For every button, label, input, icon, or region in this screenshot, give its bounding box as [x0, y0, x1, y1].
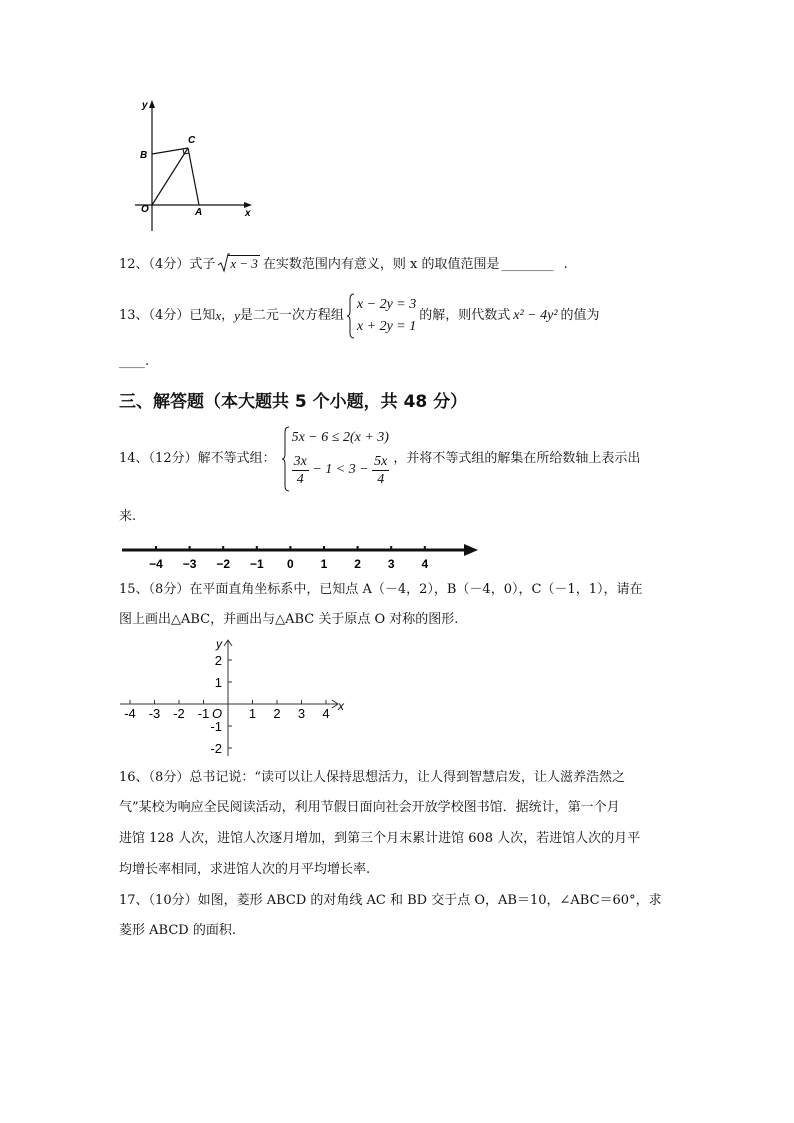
- q14-frac2-num: 5x: [374, 453, 388, 469]
- question-15-line1: 15、（8分）在平面直角坐标系中，已知点 A（－4，2），B（－4，0），C（－1，1），请在: [119, 582, 643, 597]
- top-label-o: O: [141, 204, 149, 215]
- top-label-y: y: [142, 100, 148, 111]
- q13-eq2: x + 2y = 1: [356, 319, 417, 334]
- q14-frac1: [292, 453, 309, 488]
- grid-x-tick-label: 1: [248, 706, 257, 721]
- q14-suffix: ，并将不等式组的解集在所给数轴上表示出: [393, 451, 641, 466]
- q13-after: 的解，则代数式: [419, 308, 511, 323]
- grid-y-label: y: [216, 637, 222, 651]
- q13-mid: 是二元一次方程组: [239, 308, 344, 323]
- q13-system: [347, 293, 416, 339]
- numberline-tick-label: 1: [320, 557, 328, 571]
- q13-brace: [347, 293, 355, 339]
- q14-prefix: 14、（12分）解不等式组：: [119, 451, 276, 466]
- numberline-tick-label: 4: [421, 557, 429, 571]
- section-3-title: 三、解答题（本大题共 5 个小题，共 48 分）: [119, 392, 468, 412]
- q14-mid: − 1 < 3 −: [308, 462, 373, 477]
- question-17-line1: 17、（10分）如图，菱形 ABCD 的对角线 AC 和 BD 交于点 O，AB＝10，∠ABC＝60°，求: [119, 893, 662, 908]
- grid-x-tick-label: -4: [124, 706, 136, 721]
- q14-ineq1: 5x − 6 ≤ 2(x + 3): [291, 430, 389, 445]
- q14-line2: 来.: [119, 509, 137, 524]
- question-16-line4: 均增长率相同，求进馆人次的月平均增长率.: [119, 862, 371, 877]
- q13-prefix: 13、（4分）已知: [119, 308, 216, 323]
- grid-y-tick-label: -2: [210, 741, 222, 756]
- q12-radicand: x − 3: [230, 256, 258, 271]
- grid-y-tick-label: 1: [214, 675, 222, 690]
- numberline-tick-label: 2: [354, 557, 361, 571]
- top-label-a: A: [195, 207, 203, 218]
- q13-y: y: [234, 308, 240, 323]
- grid-y-tick-label: -1: [210, 719, 222, 734]
- top-label-b: B: [140, 150, 148, 161]
- q14-frac2-den: 4: [377, 471, 385, 487]
- q12-end: .: [563, 257, 568, 272]
- question-17-line2: 菱形 ABCD 的面积.: [119, 923, 236, 938]
- numberline-tick-label: 0: [287, 557, 294, 571]
- coordinate-grid: [116, 636, 348, 760]
- q13-tail: 的值为: [560, 308, 600, 323]
- numberline-tick-label: −2: [216, 557, 231, 571]
- top-figure: [130, 96, 260, 236]
- question-15-line2: 图上画出△ABC，并画出与△ABC 关于原点 O 对称的图形.: [119, 612, 459, 627]
- numberline-tick-label: −4: [149, 557, 163, 571]
- grid-x-tick-label: -2: [173, 706, 185, 721]
- q12-sqrt: [218, 254, 260, 275]
- grid-x-label: x: [338, 699, 344, 713]
- q12-suffix: 在实数范围内有意义，则 x 的取值范围是: [262, 257, 500, 272]
- q14-frac2: [372, 453, 389, 488]
- numberline-tick-label: −3: [182, 557, 197, 571]
- numberline-tick-label: −1: [249, 557, 264, 571]
- q14-frac1-den: 4: [296, 471, 304, 487]
- question-16-line2: 气”某校为响应全民阅读活动，利用节假日面向社会开放学校图书馆．据统计，第一个月: [119, 800, 620, 815]
- q13-x: x: [215, 308, 222, 323]
- q12-prefix: 12、（4分）式子: [119, 257, 216, 272]
- q14-frac1-num: 3x: [293, 453, 307, 469]
- top-label-x: x: [245, 208, 251, 219]
- q12-blank: ________: [501, 257, 554, 272]
- q14-ineq2: [292, 449, 390, 491]
- q13-comma: ，: [221, 308, 235, 323]
- grid-x-tick-label: -1: [197, 706, 210, 721]
- q14-brace: [282, 426, 290, 492]
- grid-x-tick-label: -3: [148, 706, 161, 721]
- q14-system: [282, 426, 390, 492]
- q13-blank-line: ____.: [119, 354, 150, 369]
- number-line: [118, 538, 486, 572]
- grid-x-tick-label: 3: [297, 706, 306, 721]
- question-16-line3: 进馆 128 人次，进馆人次逐月增加，到第三个月末累计进馆 608 人次，若进馆人次的月平: [119, 831, 641, 846]
- grid-x-tick-label: 2: [273, 706, 281, 721]
- q13-eq1: x − 2y = 3: [356, 297, 417, 312]
- question-12: [119, 254, 568, 275]
- question-13: [119, 293, 600, 339]
- question-16-line1: 16、（8分）总书记说：“读可以让人保持思想活力，让人得到智慧启发，让人滋养浩然之: [119, 770, 625, 785]
- grid-origin: O: [212, 706, 223, 721]
- q13-expr: x² − 4y²: [513, 308, 558, 323]
- numberline-tick-label: 3: [387, 557, 395, 571]
- question-14: [119, 426, 640, 492]
- grid-x-tick-label: 4: [322, 706, 330, 721]
- top-label-c: C: [188, 135, 196, 146]
- grid-y-tick-label: 2: [214, 653, 222, 668]
